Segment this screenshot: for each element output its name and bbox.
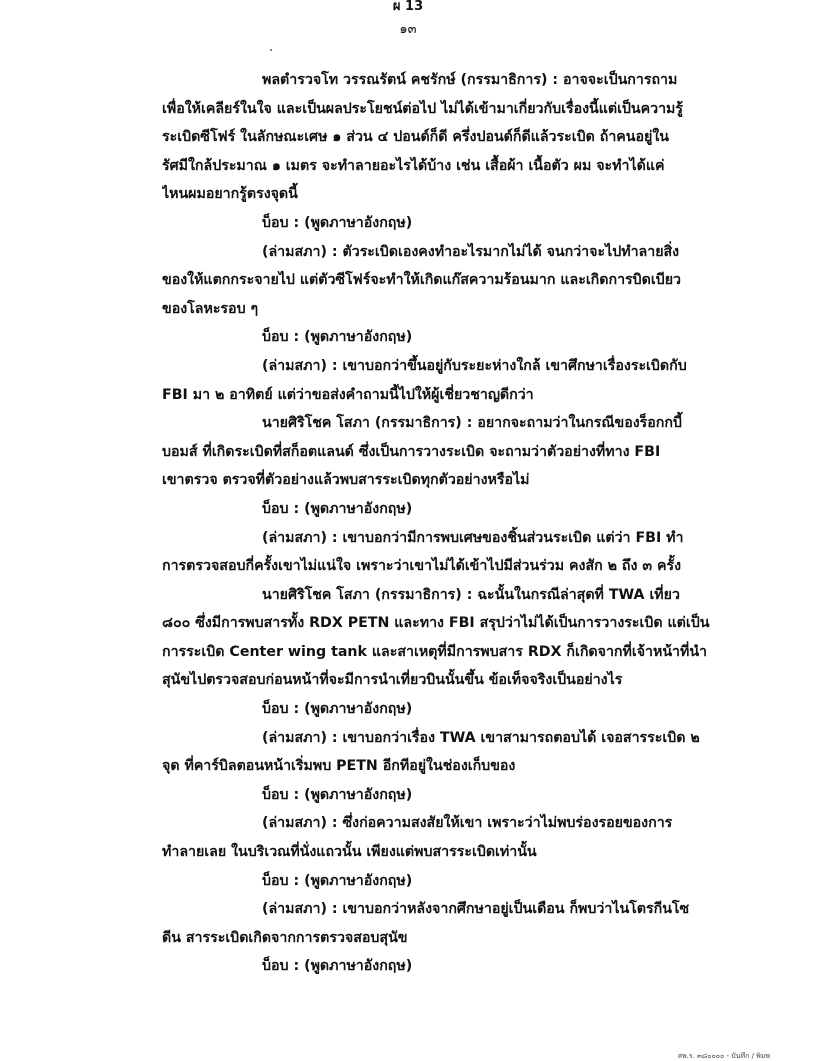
transcript-line: ๘๐๐ ซึ่งมีการพบสารทั้ง RDX PETN และทาง FBI สรุปว่าไม่ได้เป็นการวางระเบิด แต่เป็น (162, 615, 710, 632)
transcript-line-indented: นายศิริโชค โสภา (กรรมาธิการ) : อยากจะถามว่าในกรณีของร็อกกบี้ (262, 415, 682, 432)
scan-speck (270, 49, 272, 51)
transcript-line: ไหนผมอยากรู้ตรงจุดนี้ (162, 186, 298, 203)
transcript-line: จุด ที่คาร์บิลตอนหน้าเริ่มพบ PETN อีกทีอยู่ในช่องเก็บของ (162, 758, 516, 775)
transcript-line: บอมส์ ที่เกิดระเบิดที่สก็อตแลนด์ ซึ่งเป็นการวางระเบิด จะถามว่าตัวอย่างที่ทาง FBI (162, 443, 661, 460)
transcript-line: ทำลายเลย ในบริเวณที่นั่งแถวนั้น เพียงแต่พบสารระเบิดเท่านั้น (162, 844, 537, 861)
transcript-line-indented: บ็อบ : (พูดภาษาอังกฤษ) (262, 701, 413, 718)
transcript-body (162, 66, 746, 981)
transcript-line-indented: (ล่ามสภา) : เขาบอกว่าขึ้นอยู่กับระยะห่างใกล้ เขาศึกษาเรื่องระเบิดกับ (262, 357, 687, 374)
transcript-line-indented: บ็อบ : (พูดภาษาอังกฤษ) (262, 786, 413, 803)
transcript-line: การระเบิด Center wing tank และสาเหตุที่มีการพบสาร RDX ก็เกิดจากที่เจ้าหน้าที่นำ (162, 643, 708, 660)
transcript-line-indented: นายศิริโชค โสภา (กรรมาธิการ) : ฉะนั้นในกรณีล่าสุดที่ TWA เที่ยว (262, 586, 680, 603)
footer-note: สพ.ร. ๓๘๐๐๐๐ - บันทึก / พิมพ (677, 1052, 770, 1060)
transcript-line: ของโลหะรอบ ๆ (162, 300, 259, 317)
document-code: ผ 13 (392, 0, 424, 14)
transcript-line-indented: พลตำรวจโท วรรณรัตน์ คชรักษ์ (กรรมาธิการ) : อาจจะเป็นการถาม (262, 72, 678, 88)
transcript-line: รัศมีใกล้ประมาณ ๑ เมตร จะทำลายอะไรได้บ้าง เช่น เสื้อผ้า เนื้อตัว ผม จะทำได้แค่ (162, 157, 665, 174)
transcript-line: เขาตรวจ ตรวจที่ตัวอย่างแล้วพบสารระเบิดทุกตัวอย่างหรือไม่ (162, 472, 530, 489)
transcript-line-indented: บ็อบ : (พูดภาษาอังกฤษ) (262, 958, 413, 975)
transcript-line: FBI มา ๒ อาทิตย์ แต่ว่าขอส่งคำถามนี้ไปให้ผู้เชี่ยวชาญดีกว่า (162, 386, 534, 403)
transcript-line: ดีน สารระเบิดเกิดจากการตรวจสอบสุนัข (162, 929, 408, 946)
page-number: ๑๓ (399, 22, 417, 37)
transcript-line-indented: (ล่ามสภา) : ตัวระเบิดเองคงทำอะไรมากไม่ได้ จนกว่าจะไปทำลายสิ่ง (262, 243, 680, 260)
transcript-line: สุนัขไปตรวจสอบก่อนหน้าที่จะมีการนำเที่ยวบินนั้นขึ้น ข้อเท็จจริงเป็นอย่างไร (162, 672, 623, 689)
transcript-line: ระเบิดซีโฟร์ ในลักษณะเศษ ๑ ส่วน ๔ ปอนด์ก็ดี ครึ่งปอนด์ก็ดีแล้วระเบิด ถ้าคนอยู่ใน (162, 129, 669, 146)
transcript-line-indented: (ล่ามสภา) : ซึ่งก่อความสงสัยให้เขา เพราะว่าไม่พบร่องรอยของการ (262, 815, 673, 832)
transcript-line-indented: บ็อบ : (พูดภาษาอังกฤษ) (262, 500, 413, 517)
transcript-line: ของให้แตกกระจายไป แต่ตัวซีโฟร์จะทำให้เกิดแก๊สความร้อนมาก และเกิดการบิดเบียว (162, 272, 682, 289)
transcript-line-indented: บ็อบ : (พูดภาษาอังกฤษ) (262, 872, 413, 889)
transcript-line-indented: (ล่ามสภา) : เขาบอกว่ามีการพบเศษของชิ้นส่วนระเบิด แต่ว่า FBI ทำ (262, 529, 684, 546)
transcript-line-indented: บ็อบ : (พูดภาษาอังกฤษ) (262, 329, 413, 346)
transcript-line: การตรวจสอบกี่ครั้งเขาไม่แน่ใจ เพราะว่าเขาไม่ได้เข้าไปมีส่วนร่วม คงสัก ๒ ถึง ๓ ครั้ง (162, 558, 682, 575)
transcript-line-indented: (ล่ามสภา) : เขาบอกว่าหลังจากศึกษาอยู่เป็นเดือน ก็พบว่าไนโตรกีนโซ (262, 901, 690, 918)
transcript-line: เพื่อให้เคลียร์ในใจ และเป็นผลประโยชน์ต่อไป ไม่ได้เข้ามาเกี่ยวกับเรื่องนี้แต่เป็นความรู้ (162, 100, 684, 117)
transcript-line-indented: (ล่ามสภา) : เขาบอกว่าเรื่อง TWA เขาสามารถตอบได้ เจอสารระเบิด ๒ (262, 729, 700, 746)
transcript-line-indented: บ็อบ : (พูดภาษาอังกฤษ) (262, 214, 413, 231)
